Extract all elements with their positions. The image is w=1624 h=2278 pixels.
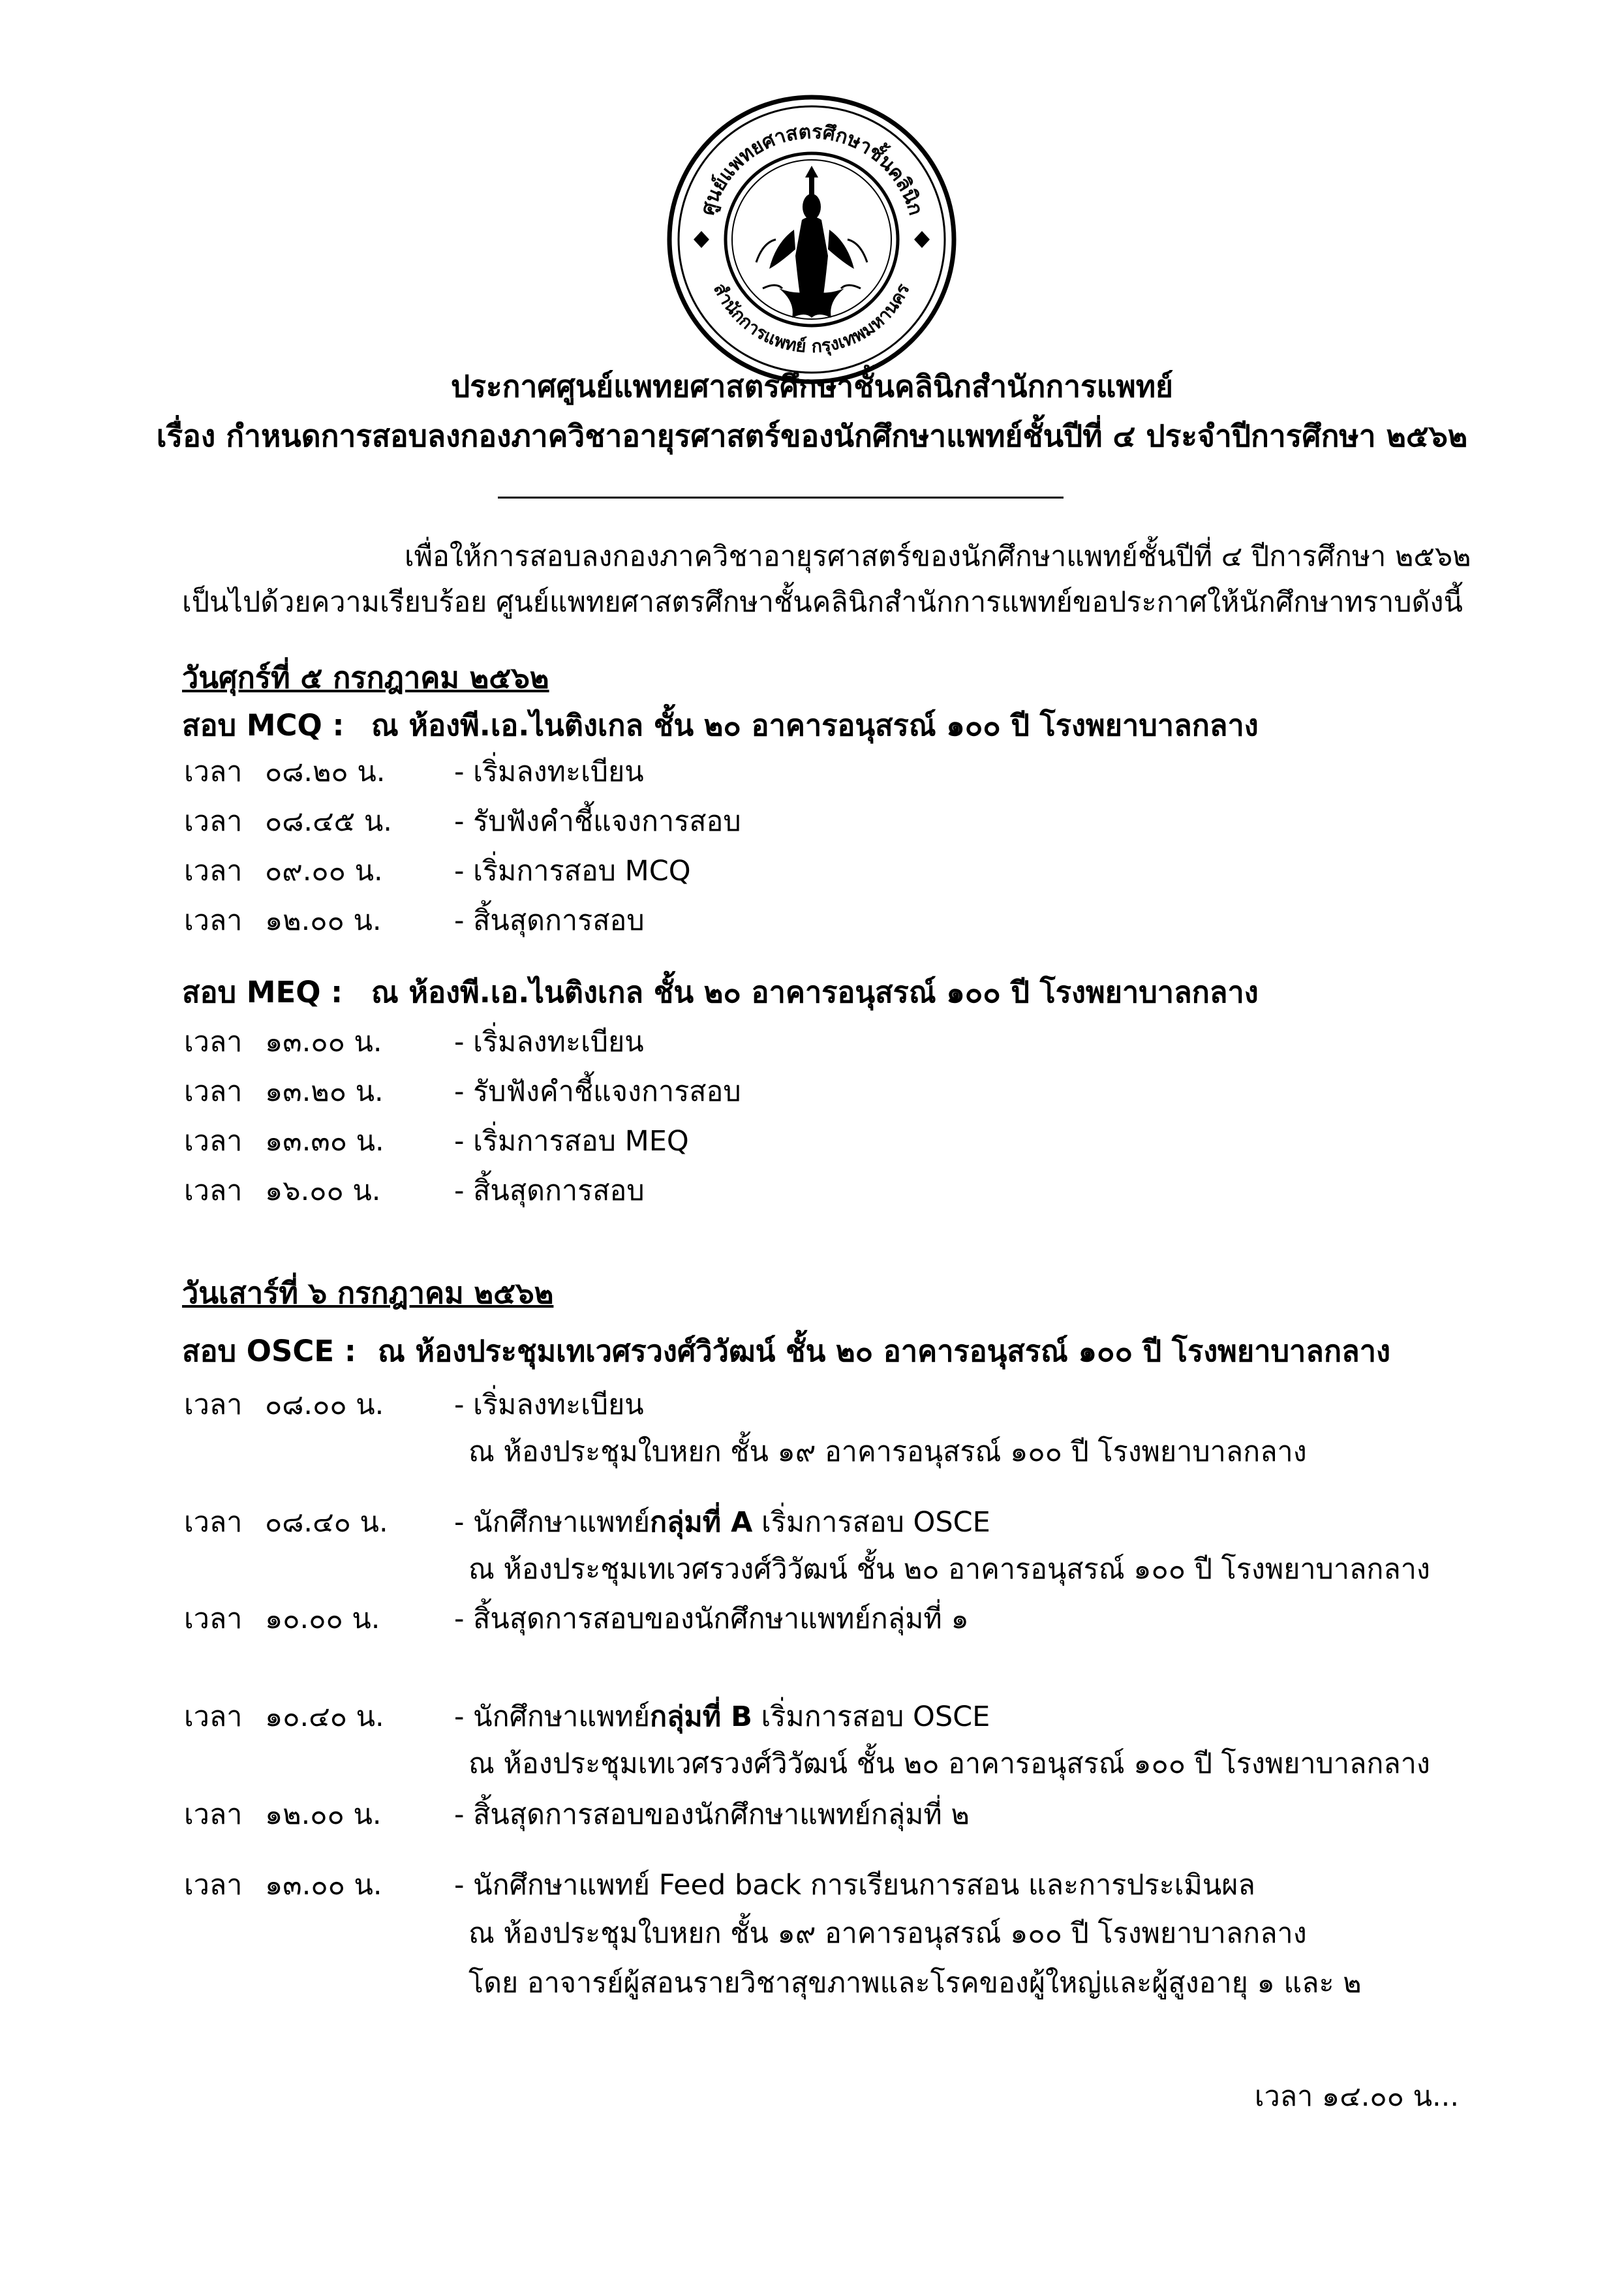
activity-location: ณ ห้องประชุมใบหยก ชั้น ๑๙ อาคารอนุสรณ์ ๑๐๐ ปี โรงพยาบาลกลาง bbox=[468, 1917, 1307, 1950]
activity: - สิ้นสุดการสอบ bbox=[454, 1175, 645, 1207]
activity bbox=[454, 1694, 990, 1738]
announcement-subject: เรื่อง กำหนดการสอบลงกองภาควิชาอายุรศาสตร์ของนักศึกษาแพทย์ชั้นปีที่ ๔ ประจำปีการศึกษา ๒๕๖๒ bbox=[156, 418, 1468, 454]
meq-exam-label: สอบ MEQ : bbox=[182, 975, 343, 1009]
activity: - เริ่มลงทะเบียน bbox=[454, 756, 644, 788]
time-value: ๑๐.๔๐ น. bbox=[265, 1701, 384, 1733]
time-value: ๐๘.๔๕ น. bbox=[265, 805, 392, 838]
meq-exam-place: ณ ห้องพี.เอ.ไนติงเกล ชั้น ๒๐ อาคารอนุสรณ์ ๑๐๐ ปี โรงพยาบาลกลาง bbox=[371, 975, 1259, 1009]
title-divider bbox=[498, 497, 1064, 499]
activity-suffix: เริ่มการสอบ OSCE bbox=[752, 1701, 990, 1733]
seal-emblem-icon bbox=[665, 93, 958, 386]
time-value: ๑๐.๐๐ น. bbox=[265, 1603, 380, 1635]
time-value: ๑๓.๐๐ น. bbox=[265, 1026, 382, 1058]
announcement-title: ประกาศศูนย์แพทยศาสตรศึกษาชั้นคลินิกสำนักการแพทย์ bbox=[451, 369, 1173, 404]
meq-exam-heading bbox=[182, 968, 1259, 1015]
time-value: ๑๓.๓๐ น. bbox=[265, 1125, 384, 1158]
activity-suffix: เริ่มการสอบ OSCE bbox=[752, 1506, 990, 1539]
activity bbox=[454, 1500, 990, 1544]
time-value: ๐๘.๒๐ น. bbox=[265, 756, 386, 788]
mcq-exam-label: สอบ MCQ : bbox=[182, 708, 345, 743]
time-label: เวลา bbox=[184, 1389, 243, 1421]
activity-location: ณ ห้องประชุมใบหยก ชั้น ๑๙ อาคารอนุสรณ์ ๑๐๐ ปี โรงพยาบาลกลาง bbox=[468, 1436, 1307, 1468]
time-label: เวลา bbox=[184, 904, 243, 937]
time-value: ๐๘.๐๐ น. bbox=[265, 1389, 384, 1421]
activity-host: โดย อาจารย์ผู้สอนรายวิชาสุขภาพและโรคของผู้ใหญ่และผู้สูงอายุ ๑ และ ๒ bbox=[468, 1967, 1362, 1999]
activity-prefix: - นักศึกษาแพทย์ bbox=[454, 1506, 651, 1539]
time-label: เวลา bbox=[184, 805, 243, 838]
time-label: เวลา bbox=[184, 1701, 243, 1733]
mcq-exam-place: ณ ห้องพี.เอ.ไนติงเกล ชั้น ๒๐ อาคารอนุสรณ์ ๑๐๐ ปี โรงพยาบาลกลาง bbox=[371, 708, 1259, 743]
osce-exam-heading bbox=[182, 1327, 1390, 1374]
day1-heading: วันศุกร์ที่ ๕ กรกฎาคม ๒๕๖๒ bbox=[182, 660, 549, 695]
activity: - เริ่มการสอบ MCQ bbox=[454, 855, 691, 887]
time-value: ๐๙.๐๐ น. bbox=[265, 855, 383, 887]
activity: - เริ่มการสอบ MEQ bbox=[454, 1125, 689, 1158]
time-label: เวลา bbox=[184, 1603, 243, 1635]
activity-location: ณ ห้องประชุมเทเวศรวงศ์วิวัฒน์ ชั้น ๒๐ อาคารอนุสรณ์ ๑๐๐ ปี โรงพยาบาลกลาง bbox=[468, 1747, 1430, 1780]
activity: - สิ้นสุดการสอบของนักศึกษาแพทย์กลุ่มที่ ๑ bbox=[454, 1603, 969, 1635]
time-label: เวลา bbox=[184, 1075, 243, 1108]
time-label: เวลา bbox=[184, 1125, 243, 1158]
time-value: ๑๓.๒๐ น. bbox=[265, 1075, 384, 1108]
activity: - รับฟังคำชี้แจงการสอบ bbox=[454, 1075, 741, 1108]
seal-top-text: ศูนย์แพทยศาสตรศึกษาชั้นคลินิก bbox=[696, 120, 928, 218]
time-label: เวลา bbox=[184, 1175, 243, 1207]
group-b-label: กลุ่มที่ B bbox=[650, 1701, 752, 1733]
time-label: เวลา bbox=[184, 1026, 243, 1058]
seal-bottom-text: สำนักการแพทย์ กรุงเทพมหานคร bbox=[709, 280, 914, 358]
time-label: เวลา bbox=[184, 756, 243, 788]
mcq-exam-heading bbox=[182, 701, 1259, 748]
intro-line-1: เพื่อให้การสอบลงกองภาควิชาอายุรศาสตร์ของนักศึกษาแพทย์ชั้นปีที่ ๔ ปีการศึกษา ๒๕๖๒ bbox=[405, 540, 1471, 573]
time-value: ๑๖.๐๐ น. bbox=[265, 1175, 381, 1207]
organization-seal bbox=[665, 93, 958, 386]
time-value: ๑๒.๐๐ น. bbox=[265, 904, 382, 937]
activity-location: ณ ห้องประชุมเทเวศรวงศ์วิวัฒน์ ชั้น ๒๐ อาคารอนุสรณ์ ๑๐๐ ปี โรงพยาบาลกลาง bbox=[468, 1553, 1430, 1586]
time-value: ๑๒.๐๐ น. bbox=[265, 1798, 382, 1831]
time-label: เวลา bbox=[184, 1506, 243, 1539]
group-a-label: กลุ่มที่ A bbox=[650, 1506, 753, 1539]
intro-line-2: เป็นไปด้วยความเรียบร้อย ศูนย์แพทยศาสตรศึกษาชั้นคลินิกสำนักการแพทย์ขอประกาศให้นักศึกษาทราบดังนี้ bbox=[182, 586, 1463, 619]
activity-prefix: - นักศึกษาแพทย์ bbox=[454, 1701, 651, 1733]
activity: - เริ่มลงทะเบียน bbox=[454, 1026, 644, 1058]
activity: - สิ้นสุดการสอบของนักศึกษาแพทย์กลุ่มที่ ๒ bbox=[454, 1798, 970, 1831]
time-label: เวลา bbox=[184, 1869, 243, 1901]
day2-heading: วันเสาร์ที่ ๖ กรกฎาคม ๒๕๖๒ bbox=[182, 1276, 554, 1310]
activity: - เริ่มลงทะเบียน bbox=[454, 1389, 644, 1421]
page-continuation: เวลา ๑๔.๐๐ น... bbox=[1254, 2080, 1459, 2113]
time-label: เวลา bbox=[184, 1798, 243, 1831]
time-value: ๑๓.๐๐ น. bbox=[265, 1869, 382, 1901]
time-value: ๐๘.๔๐ น. bbox=[265, 1506, 388, 1539]
osce-exam-place: ณ ห้องประชุมเทเวศรวงศ์วิวัฒน์ ชั้น ๒๐ อาคารอนุสรณ์ ๑๐๐ ปี โรงพยาบาลกลาง bbox=[378, 1334, 1390, 1368]
activity: - สิ้นสุดการสอบ bbox=[454, 904, 645, 937]
osce-exam-label: สอบ OSCE : bbox=[182, 1334, 356, 1368]
activity: - นักศึกษาแพทย์ Feed back การเรียนการสอน และการประเมินผล bbox=[454, 1869, 1255, 1901]
time-label: เวลา bbox=[184, 855, 243, 887]
activity: - รับฟังคำชี้แจงการสอบ bbox=[454, 805, 741, 838]
